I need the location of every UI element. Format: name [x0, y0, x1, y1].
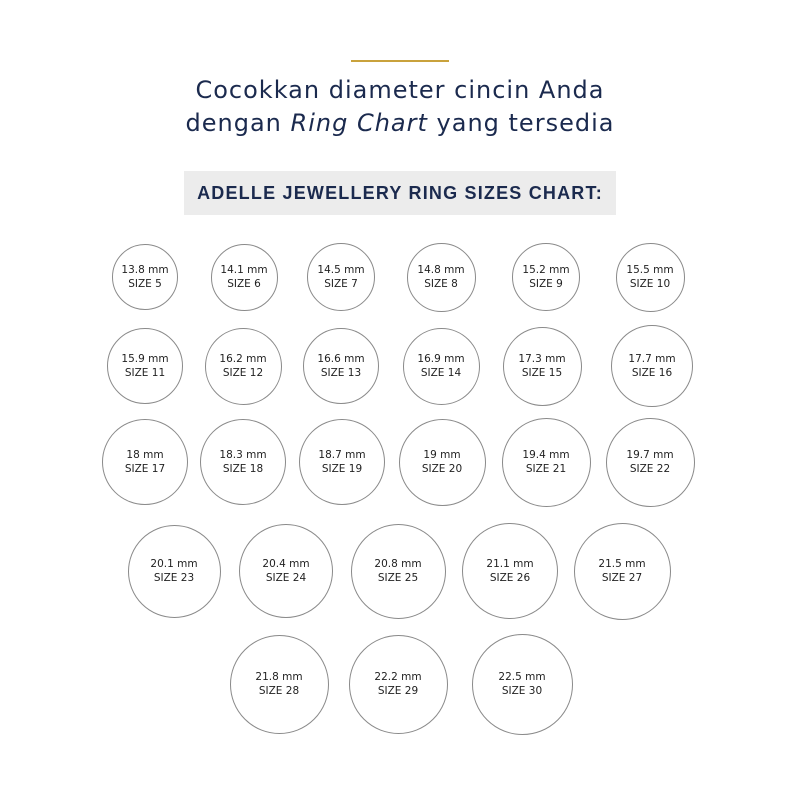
ring-size-label: SIZE 5	[128, 278, 162, 290]
chart-title-banner	[184, 171, 616, 215]
ring-diameter-label: 20.8 mm	[374, 558, 422, 570]
ring-size-circle	[574, 523, 671, 620]
ring-size-circle	[112, 244, 178, 310]
ring-size-circle	[205, 328, 282, 405]
ring-size-circle	[403, 328, 480, 405]
ring-size-circle	[351, 524, 446, 619]
ring-size-circle	[611, 325, 693, 407]
ring-diameter-label: 14.1 mm	[220, 264, 268, 276]
ring-size-label: SIZE 16	[631, 367, 673, 379]
ring-size-circle	[307, 243, 375, 311]
ring-diameter-label: 21.1 mm	[486, 558, 534, 570]
ring-size-circle	[399, 419, 486, 506]
ring-size-label: SIZE 15	[521, 367, 563, 379]
ring-size-label: SIZE 17	[124, 463, 166, 475]
ring-size-label: SIZE 26	[489, 572, 531, 584]
ring-size-circle	[616, 243, 685, 312]
ring-diameter-label: 17.7 mm	[628, 353, 676, 365]
chart-title-text: ADELLE JEWELLERY RING SIZES CHART:	[197, 182, 603, 203]
ring-size-circle	[472, 634, 573, 735]
ring-size-label: SIZE 10	[629, 278, 671, 290]
heading-line-1: Cocokkan diameter cincin Anda	[195, 76, 605, 104]
ring-diameter-label: 15.2 mm	[522, 264, 570, 276]
ring-size-circle	[503, 327, 582, 406]
ring-size-circle	[462, 523, 558, 619]
ring-diameter-label: 19.7 mm	[626, 449, 674, 461]
ring-diameter-label: 15.9 mm	[121, 353, 169, 365]
ring-size-circle	[211, 244, 278, 311]
ring-diameter-label: 21.8 mm	[255, 671, 303, 683]
ring-size-label: SIZE 7	[324, 278, 358, 290]
heading-line-2-suffix: yang tersedia	[427, 109, 615, 137]
ring-diameter-label: 18.3 mm	[219, 449, 267, 461]
ring-diameter-label: 15.5 mm	[626, 264, 674, 276]
ring-size-label: SIZE 13	[320, 367, 362, 379]
ring-size-circle	[512, 243, 580, 311]
ring-size-label: SIZE 20	[421, 463, 463, 475]
ring-size-circle	[502, 418, 591, 507]
ring-size-label: SIZE 9	[529, 278, 563, 290]
ring-diameter-label: 16.2 mm	[219, 353, 267, 365]
ring-diameter-label: 17.3 mm	[518, 353, 566, 365]
ring-diameter-label: 22.2 mm	[374, 671, 422, 683]
ring-size-label: SIZE 18	[222, 463, 264, 475]
ring-size-label: SIZE 21	[525, 463, 567, 475]
ring-diameter-label: 13.8 mm	[121, 264, 169, 276]
ring-size-label: SIZE 14	[420, 367, 462, 379]
ring-diameter-label: 18 mm	[126, 449, 164, 461]
ring-diameter-label: 16.6 mm	[317, 353, 365, 365]
ring-size-label: SIZE 28	[258, 685, 300, 697]
ring-size-circle	[239, 524, 333, 618]
ring-size-circle	[407, 243, 476, 312]
ring-size-label: SIZE 19	[321, 463, 363, 475]
ring-size-label: SIZE 11	[124, 367, 166, 379]
ring-size-label: SIZE 23	[153, 572, 195, 584]
ring-size-label: SIZE 6	[227, 278, 261, 290]
ring-size-label: SIZE 30	[501, 685, 543, 697]
ring-size-label: SIZE 27	[601, 572, 643, 584]
ring-size-circle	[128, 525, 221, 618]
ring-diameter-label: 22.5 mm	[498, 671, 546, 683]
ring-size-label: SIZE 29	[377, 685, 419, 697]
ring-size-label: SIZE 12	[222, 367, 264, 379]
ring-size-label: SIZE 24	[265, 572, 307, 584]
ring-size-label: SIZE 25	[377, 572, 419, 584]
ring-diameter-label: 16.9 mm	[417, 353, 465, 365]
ring-size-circle	[606, 418, 695, 507]
ring-diameter-label: 14.8 mm	[417, 264, 465, 276]
heading-line-2-prefix: dengan	[185, 109, 291, 137]
ring-diameter-label: 20.1 mm	[150, 558, 198, 570]
top-accent-rule	[351, 60, 449, 62]
ring-diameter-label: 21.5 mm	[598, 558, 646, 570]
heading-line-2	[0, 107, 800, 140]
ring-size-circle	[230, 635, 329, 734]
ring-diameter-label: 19.4 mm	[522, 449, 570, 461]
ring-size-label: SIZE 22	[629, 463, 671, 475]
ring-size-circle	[303, 328, 379, 404]
ring-diameter-label: 19 mm	[423, 449, 461, 461]
heading-ring-chart-emphasis: Ring Chart	[290, 109, 428, 137]
ring-diameter-label: 18.7 mm	[318, 449, 366, 461]
ring-diameter-label: 20.4 mm	[262, 558, 310, 570]
page-heading	[0, 74, 800, 140]
ring-size-circle	[349, 635, 448, 734]
ring-size-circle	[102, 419, 188, 505]
ring-size-circle	[107, 328, 183, 404]
ring-size-circle	[299, 419, 385, 505]
ring-diameter-label: 14.5 mm	[317, 264, 365, 276]
ring-size-label: SIZE 8	[424, 278, 458, 290]
ring-size-circle	[200, 419, 286, 505]
